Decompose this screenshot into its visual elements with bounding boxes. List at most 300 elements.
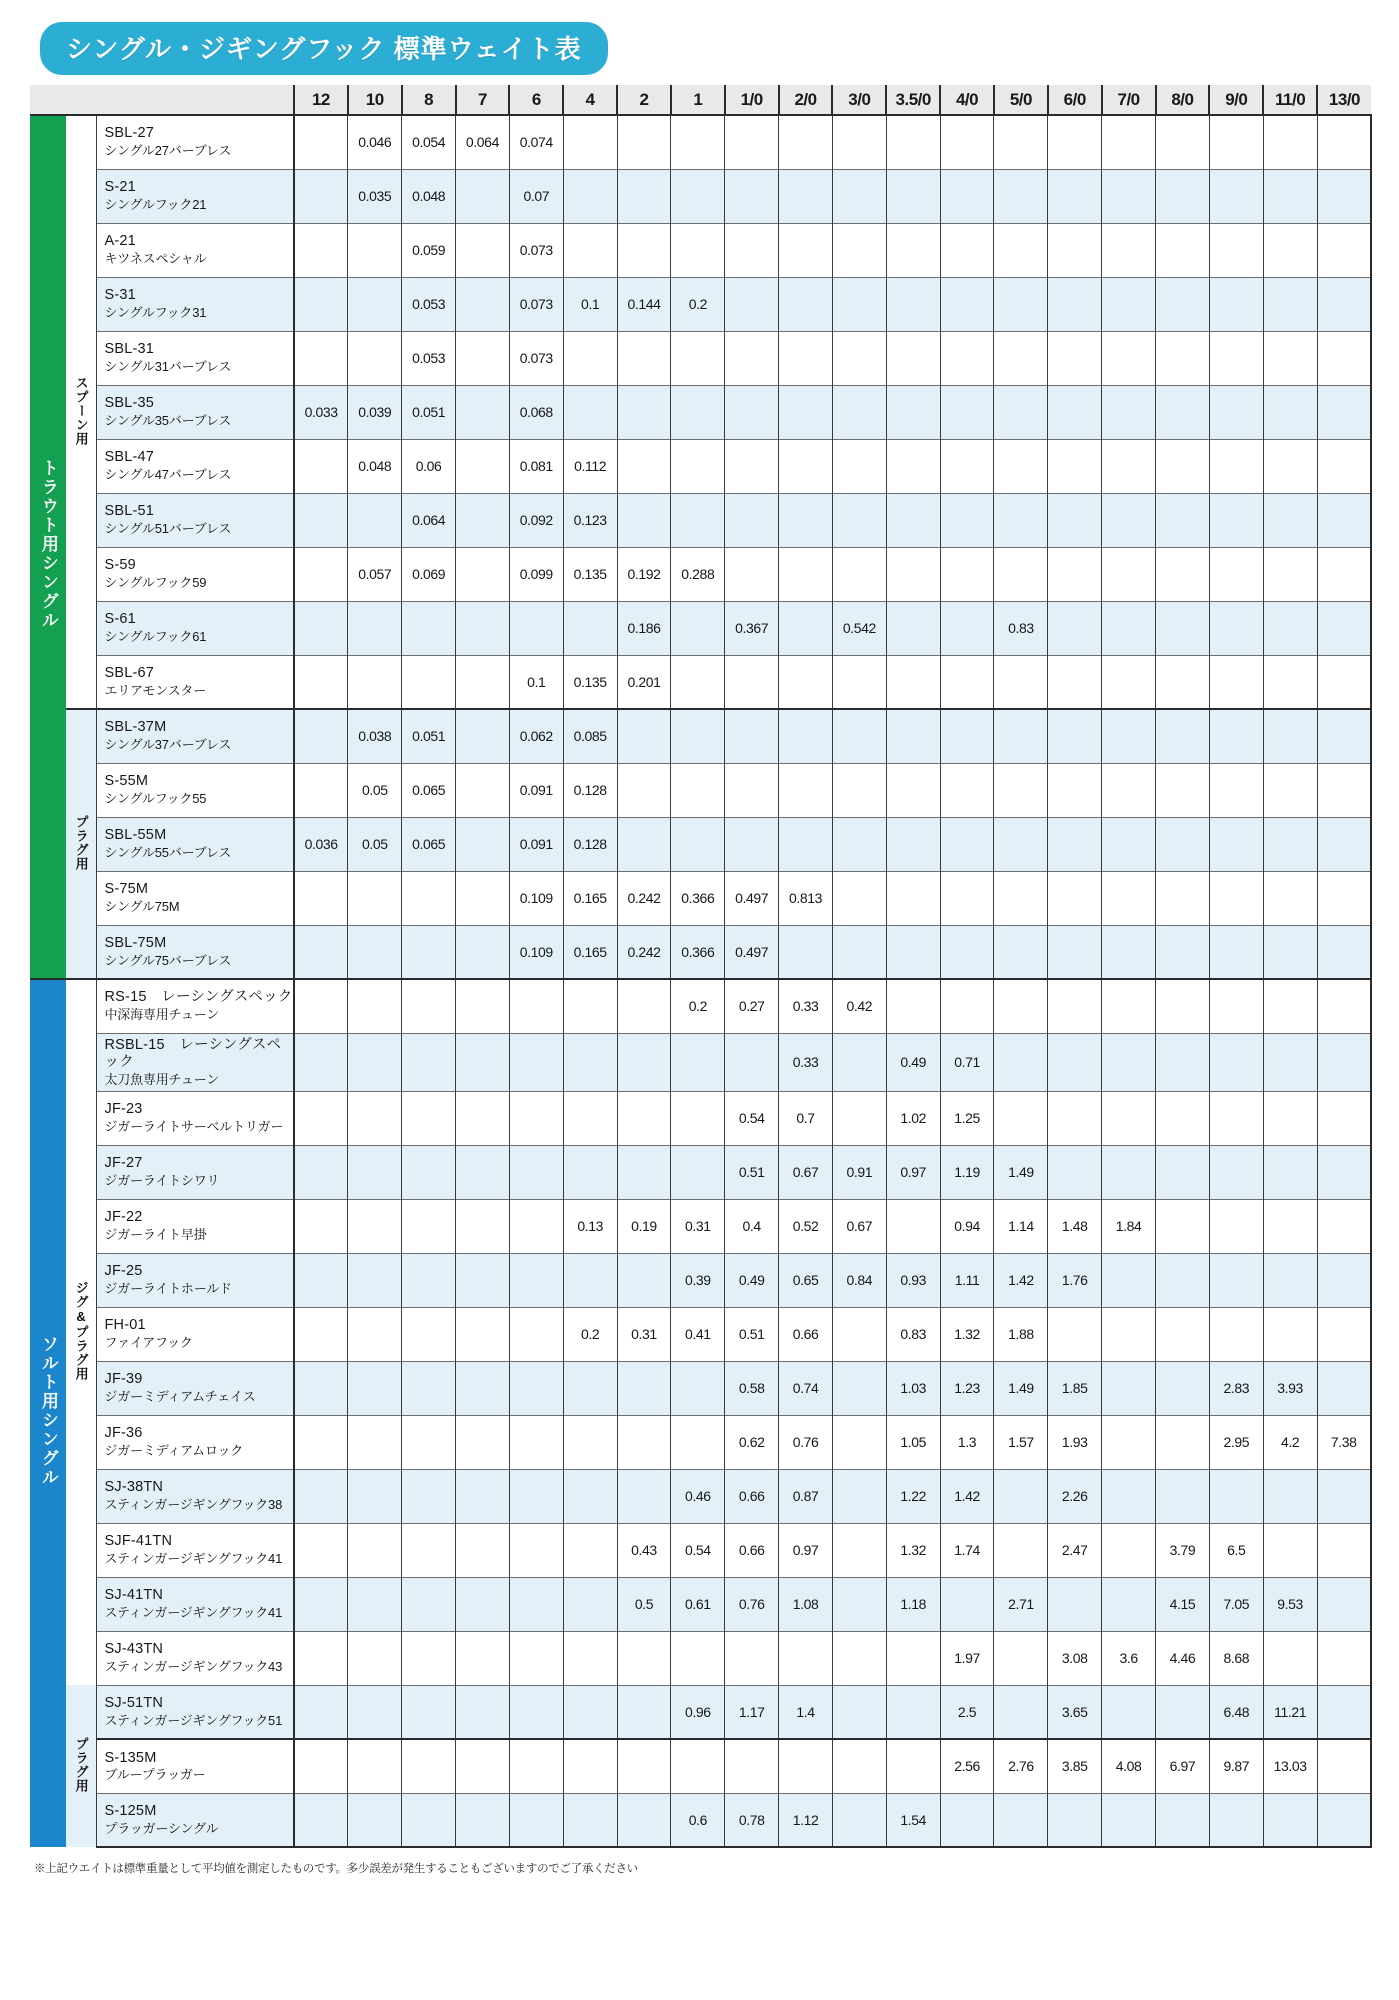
weight-cell — [294, 547, 348, 601]
product-code: S-75M — [104, 881, 149, 898]
product-name-cell — [96, 763, 294, 817]
weight-cell — [994, 547, 1048, 601]
weight-cell — [779, 601, 833, 655]
weight-cell — [402, 1793, 456, 1847]
product-name-cell — [96, 115, 294, 169]
weight-cell — [1263, 331, 1317, 385]
product-name-cell — [96, 979, 294, 1033]
subband-label-text: プラグ用 — [73, 814, 89, 871]
weight-cell — [617, 709, 671, 763]
product-name-cell — [96, 493, 294, 547]
product-code: JF-23 — [104, 1101, 143, 1118]
weight-cell: 0.073 — [509, 331, 563, 385]
product-code: SBL-37M — [104, 719, 167, 736]
weight-cell — [348, 1253, 402, 1307]
weight-cell: 0.05 — [348, 817, 402, 871]
weight-cell — [1048, 277, 1102, 331]
weight-cell — [294, 871, 348, 925]
weight-cell — [1317, 1739, 1371, 1793]
weight-cell — [1209, 277, 1263, 331]
weight-cell — [1263, 655, 1317, 709]
weight-cell — [402, 925, 456, 979]
weight-cell: 0.069 — [402, 547, 456, 601]
product-name-cell — [96, 1793, 294, 1847]
weight-cell — [725, 439, 779, 493]
weight-cell — [1263, 1199, 1317, 1253]
weight-cell — [671, 655, 725, 709]
weight-cell: 0.7 — [779, 1091, 833, 1145]
weight-cell — [456, 1415, 510, 1469]
weight-cell — [832, 1631, 886, 1685]
weight-cell: 4.46 — [1156, 1631, 1210, 1685]
weight-cell — [348, 655, 402, 709]
weight-cell — [509, 1253, 563, 1307]
product-name-cell — [96, 1199, 294, 1253]
weight-cell — [832, 1033, 886, 1091]
weight-cell — [1317, 1253, 1371, 1307]
weight-cell — [563, 1739, 617, 1793]
weight-cell — [348, 1033, 402, 1091]
weight-cell — [940, 439, 994, 493]
product-code: SJ-38TN — [104, 1479, 164, 1496]
weight-cell — [940, 709, 994, 763]
weight-cell — [1156, 1361, 1210, 1415]
weight-cell — [348, 979, 402, 1033]
weight-cell: 3.79 — [1156, 1523, 1210, 1577]
product-name-jp: シングル75M — [104, 898, 180, 914]
product-code: SJ-43TN — [104, 1641, 164, 1658]
weight-cell — [1102, 709, 1156, 763]
weight-cell: 0.091 — [509, 817, 563, 871]
weight-cell — [617, 1091, 671, 1145]
weight-cell — [779, 277, 833, 331]
weight-cell — [1209, 547, 1263, 601]
weight-cell: 1.85 — [1048, 1361, 1102, 1415]
weight-cell — [886, 169, 940, 223]
weight-cell: 0.97 — [779, 1523, 833, 1577]
weight-cell — [832, 655, 886, 709]
weight-cell — [1317, 1091, 1371, 1145]
weight-cell — [1048, 1793, 1102, 1847]
weight-cell — [779, 709, 833, 763]
weight-cell — [1263, 1469, 1317, 1523]
weight-cell — [456, 979, 510, 1033]
weight-cell: 0.6 — [671, 1793, 725, 1847]
weight-cell: 0.54 — [671, 1523, 725, 1577]
weight-cell: 2.71 — [994, 1577, 1048, 1631]
weight-cell — [1263, 1145, 1317, 1199]
table-row — [30, 1577, 1371, 1631]
weight-cell — [1156, 1199, 1210, 1253]
weight-cell — [1048, 331, 1102, 385]
weight-cell — [994, 1685, 1048, 1739]
weight-cell: 0.242 — [617, 871, 671, 925]
product-code: SJ-51TN — [104, 1695, 164, 1712]
weight-cell — [1102, 277, 1156, 331]
weight-cell — [1102, 1033, 1156, 1091]
weight-cell — [725, 1033, 779, 1091]
weight-cell — [671, 1631, 725, 1685]
weight-cell: 1.42 — [994, 1253, 1048, 1307]
title-container — [0, 0, 1399, 85]
weight-cell — [1263, 385, 1317, 439]
weight-cell — [348, 1793, 402, 1847]
weight-cell: 0.42 — [832, 979, 886, 1033]
weight-cell: 1.84 — [1102, 1199, 1156, 1253]
weight-cell — [1317, 547, 1371, 601]
weight-cell: 0.073 — [509, 277, 563, 331]
weight-cell — [1102, 817, 1156, 871]
weight-cell: 0.43 — [617, 1523, 671, 1577]
size-header-7: 7 — [456, 85, 510, 115]
weight-cell — [940, 277, 994, 331]
weight-cell — [348, 1091, 402, 1145]
weight-cell — [1263, 1793, 1317, 1847]
product-name-cell — [96, 925, 294, 979]
weight-cell: 3.85 — [1048, 1739, 1102, 1793]
weight-cell — [617, 331, 671, 385]
weight-cell: 0.96 — [671, 1685, 725, 1739]
weight-cell — [832, 331, 886, 385]
weight-cell: 1.18 — [886, 1577, 940, 1631]
product-name-cell — [96, 277, 294, 331]
weight-cell — [348, 871, 402, 925]
weight-cell: 2.95 — [1209, 1415, 1263, 1469]
weight-cell: 1.19 — [940, 1145, 994, 1199]
weight-cell — [725, 331, 779, 385]
product-name-jp: シングル47バーブレス — [104, 466, 232, 482]
weight-cell: 0.053 — [402, 277, 456, 331]
weight-cell — [1317, 817, 1371, 871]
weight-cell — [940, 331, 994, 385]
weight-cell — [1102, 1577, 1156, 1631]
weight-cell — [617, 493, 671, 547]
product-name-jp: 太刀魚専用チューン — [104, 1071, 220, 1087]
weight-cell — [1102, 1523, 1156, 1577]
weight-cell — [1048, 493, 1102, 547]
weight-cell — [725, 385, 779, 439]
weight-cell — [1209, 655, 1263, 709]
product-name-jp: シングルフック61 — [104, 628, 207, 644]
weight-cell — [294, 925, 348, 979]
size-header-4-0: 4/0 — [940, 85, 994, 115]
weight-cell: 0.2 — [671, 979, 725, 1033]
product-name-jp: スティンガージギングフック51 — [104, 1712, 283, 1728]
weight-cell — [1317, 601, 1371, 655]
weight-cell: 0.51 — [725, 1307, 779, 1361]
product-code: FH-01 — [104, 1317, 146, 1334]
weight-cell — [348, 1469, 402, 1523]
table-body — [30, 115, 1371, 1847]
weight-cell — [994, 817, 1048, 871]
product-name-cell — [96, 331, 294, 385]
weight-cell: 0.06 — [402, 439, 456, 493]
weight-cell — [294, 1253, 348, 1307]
weight-cell — [1263, 1253, 1317, 1307]
table-row — [30, 709, 1371, 763]
weight-cell: 1.22 — [886, 1469, 940, 1523]
product-code: JF-36 — [104, 1425, 143, 1442]
weight-cell — [725, 547, 779, 601]
weight-cell — [994, 1091, 1048, 1145]
product-code: S-55M — [104, 773, 149, 790]
weight-cell — [1102, 1091, 1156, 1145]
weight-cell: 7.38 — [1317, 1415, 1371, 1469]
weight-cell: 0.033 — [294, 385, 348, 439]
weight-cell: 0.062 — [509, 709, 563, 763]
table-row — [30, 1739, 1371, 1793]
weight-cell — [294, 1145, 348, 1199]
weight-cell — [294, 439, 348, 493]
weight-cell — [994, 979, 1048, 1033]
product-name-jp: スティンガージギングフック41 — [104, 1605, 283, 1621]
weight-cell — [994, 385, 1048, 439]
subband-label-3 — [66, 1685, 96, 1847]
corner-cell-name — [96, 85, 294, 115]
weight-cell: 1.11 — [940, 1253, 994, 1307]
product-code: RSBL-15 レーシングスペック — [104, 1036, 282, 1071]
weight-cell — [886, 277, 940, 331]
weight-cell: 1.12 — [779, 1793, 833, 1847]
weight-cell: 1.54 — [886, 1793, 940, 1847]
weight-cell — [886, 979, 940, 1033]
weight-cell — [1209, 1307, 1263, 1361]
size-header-8: 8 — [402, 85, 456, 115]
weight-cell — [456, 169, 510, 223]
weight-cell — [832, 763, 886, 817]
weight-cell — [617, 1631, 671, 1685]
subband-label-1 — [66, 709, 96, 979]
weight-cell — [456, 1361, 510, 1415]
weight-cell — [725, 223, 779, 277]
weight-cell: 0.036 — [294, 817, 348, 871]
weight-cell — [994, 871, 1048, 925]
weight-cell: 0.053 — [402, 331, 456, 385]
weight-cell — [1048, 115, 1102, 169]
weight-cell — [1317, 871, 1371, 925]
product-name-jp: シングルフック55 — [104, 790, 207, 806]
weight-cell — [832, 1523, 886, 1577]
weight-cell — [832, 709, 886, 763]
weight-cell — [294, 1685, 348, 1739]
weight-cell — [994, 115, 1048, 169]
weight-cell — [402, 1033, 456, 1091]
weight-cell — [1209, 115, 1263, 169]
weight-cell — [994, 763, 1048, 817]
weight-cell — [348, 1145, 402, 1199]
weight-cell: 0.288 — [671, 547, 725, 601]
weight-cell — [1263, 709, 1317, 763]
weight-cell — [1156, 655, 1210, 709]
weight-cell: 3.08 — [1048, 1631, 1102, 1685]
weight-cell — [617, 1145, 671, 1199]
weight-cell — [1317, 1199, 1371, 1253]
weight-cell — [1102, 1793, 1156, 1847]
weight-cell — [456, 1739, 510, 1793]
product-name-jp: プラッガーシングル — [104, 1820, 219, 1836]
weight-cell — [1102, 1145, 1156, 1199]
weight-cell — [402, 655, 456, 709]
weight-cell — [348, 601, 402, 655]
weight-cell: 8.68 — [1209, 1631, 1263, 1685]
table-row — [30, 439, 1371, 493]
weight-cell — [294, 1307, 348, 1361]
weight-cell — [994, 493, 1048, 547]
weight-cell — [725, 169, 779, 223]
weight-cell — [725, 655, 779, 709]
weight-cell — [1048, 1577, 1102, 1631]
weight-cell — [1209, 763, 1263, 817]
weight-cell: 0.064 — [402, 493, 456, 547]
weight-cell — [1209, 1145, 1263, 1199]
size-header-1-0: 1/0 — [725, 85, 779, 115]
size-header-12: 12 — [294, 85, 348, 115]
table-row — [30, 979, 1371, 1033]
weight-cell — [1102, 1685, 1156, 1739]
weight-cell — [1048, 439, 1102, 493]
weight-cell — [1048, 1033, 1102, 1091]
weight-cell: 0.367 — [725, 601, 779, 655]
weight-cell: 1.08 — [779, 1577, 833, 1631]
weight-cell: 1.05 — [886, 1415, 940, 1469]
weight-cell — [1048, 709, 1102, 763]
weight-cell — [1263, 547, 1317, 601]
weight-cell — [1209, 871, 1263, 925]
weight-cell — [1102, 385, 1156, 439]
weight-cell — [617, 1253, 671, 1307]
weight-cell — [832, 1793, 886, 1847]
weight-cell — [1263, 115, 1317, 169]
weight-cell — [348, 223, 402, 277]
weight-cell — [1156, 1469, 1210, 1523]
weight-cell — [617, 1415, 671, 1469]
weight-cell — [402, 1091, 456, 1145]
product-name-jp: ジガーライトサーベルトリガー — [104, 1119, 284, 1135]
weight-cell — [456, 1145, 510, 1199]
weight-cell — [725, 115, 779, 169]
weight-cell: 0.059 — [402, 223, 456, 277]
weight-cell — [1048, 547, 1102, 601]
weight-cell — [1156, 493, 1210, 547]
weight-cell — [563, 223, 617, 277]
weight-cell — [671, 1415, 725, 1469]
weight-cell — [1102, 493, 1156, 547]
table-row — [30, 1361, 1371, 1415]
weight-cell — [1102, 1469, 1156, 1523]
weight-cell — [994, 709, 1048, 763]
weight-cell: 2.5 — [940, 1685, 994, 1739]
weight-cell — [456, 547, 510, 601]
weight-cell — [886, 709, 940, 763]
weight-cell — [1048, 1307, 1102, 1361]
weight-cell — [886, 817, 940, 871]
weight-cell — [1102, 223, 1156, 277]
product-name-jp: スティンガージギングフック41 — [104, 1551, 283, 1567]
weight-cell — [671, 1091, 725, 1145]
weight-cell — [456, 1685, 510, 1739]
weight-cell: 0.542 — [832, 601, 886, 655]
table-row — [30, 547, 1371, 601]
weight-cell: 0.128 — [563, 817, 617, 871]
weight-cell — [456, 925, 510, 979]
subband-label-0 — [66, 115, 96, 709]
weight-cell — [1317, 1307, 1371, 1361]
weight-cell — [1048, 169, 1102, 223]
weight-cell: 0.074 — [509, 115, 563, 169]
weight-cell — [1102, 871, 1156, 925]
weight-cell — [509, 1091, 563, 1145]
size-header-3-5-0: 3.5/0 — [886, 85, 940, 115]
product-code: A-21 — [104, 233, 136, 250]
weight-cell — [1048, 979, 1102, 1033]
weight-cell — [1263, 1091, 1317, 1145]
weight-cell — [617, 1685, 671, 1739]
weight-cell — [563, 1793, 617, 1847]
weight-cell — [456, 223, 510, 277]
weight-cell — [994, 1469, 1048, 1523]
weight-cell: 0.813 — [779, 871, 833, 925]
weight-cell: 0.91 — [832, 1145, 886, 1199]
weight-cell: 3.65 — [1048, 1685, 1102, 1739]
weight-cell — [671, 439, 725, 493]
weight-cell — [1102, 1415, 1156, 1469]
table-row — [30, 1145, 1371, 1199]
weight-cell — [1209, 385, 1263, 439]
weight-cell — [509, 1469, 563, 1523]
weight-cell — [348, 1523, 402, 1577]
weight-cell — [509, 979, 563, 1033]
weight-cell: 0.057 — [348, 547, 402, 601]
weight-cell — [509, 1199, 563, 1253]
weight-cell — [402, 1307, 456, 1361]
weight-cell: 0.78 — [725, 1793, 779, 1847]
weight-cell — [402, 979, 456, 1033]
weight-cell — [671, 385, 725, 439]
weight-cell — [1209, 1033, 1263, 1091]
weight-cell — [1156, 1145, 1210, 1199]
table-row — [30, 1523, 1371, 1577]
product-name-cell — [96, 1577, 294, 1631]
weight-cell — [940, 925, 994, 979]
product-name-cell — [96, 223, 294, 277]
weight-cell — [1156, 1685, 1210, 1739]
product-name-jp: シングル31バーブレス — [104, 358, 232, 374]
weight-cell — [994, 1033, 1048, 1091]
weight-cell — [779, 493, 833, 547]
weight-cell — [1263, 601, 1317, 655]
weight-cell — [617, 385, 671, 439]
weight-cell — [1102, 115, 1156, 169]
weight-cell: 0.366 — [671, 925, 725, 979]
weight-cell: 0.39 — [671, 1253, 725, 1307]
weight-cell: 0.065 — [402, 763, 456, 817]
weight-cell — [779, 925, 833, 979]
weight-cell: 0.5 — [617, 1577, 671, 1631]
weight-cell: 0.93 — [886, 1253, 940, 1307]
weight-cell: 0.07 — [509, 169, 563, 223]
weight-cell — [1048, 601, 1102, 655]
size-header-10: 10 — [348, 85, 402, 115]
weight-cell — [725, 277, 779, 331]
weight-cell: 2.47 — [1048, 1523, 1102, 1577]
weight-cell: 0.49 — [886, 1033, 940, 1091]
weight-cell — [1317, 439, 1371, 493]
weight-cell: 1.02 — [886, 1091, 940, 1145]
product-name-cell — [96, 871, 294, 925]
weight-cell — [563, 1685, 617, 1739]
product-name-cell — [96, 1685, 294, 1739]
weight-cell: 0.123 — [563, 493, 617, 547]
